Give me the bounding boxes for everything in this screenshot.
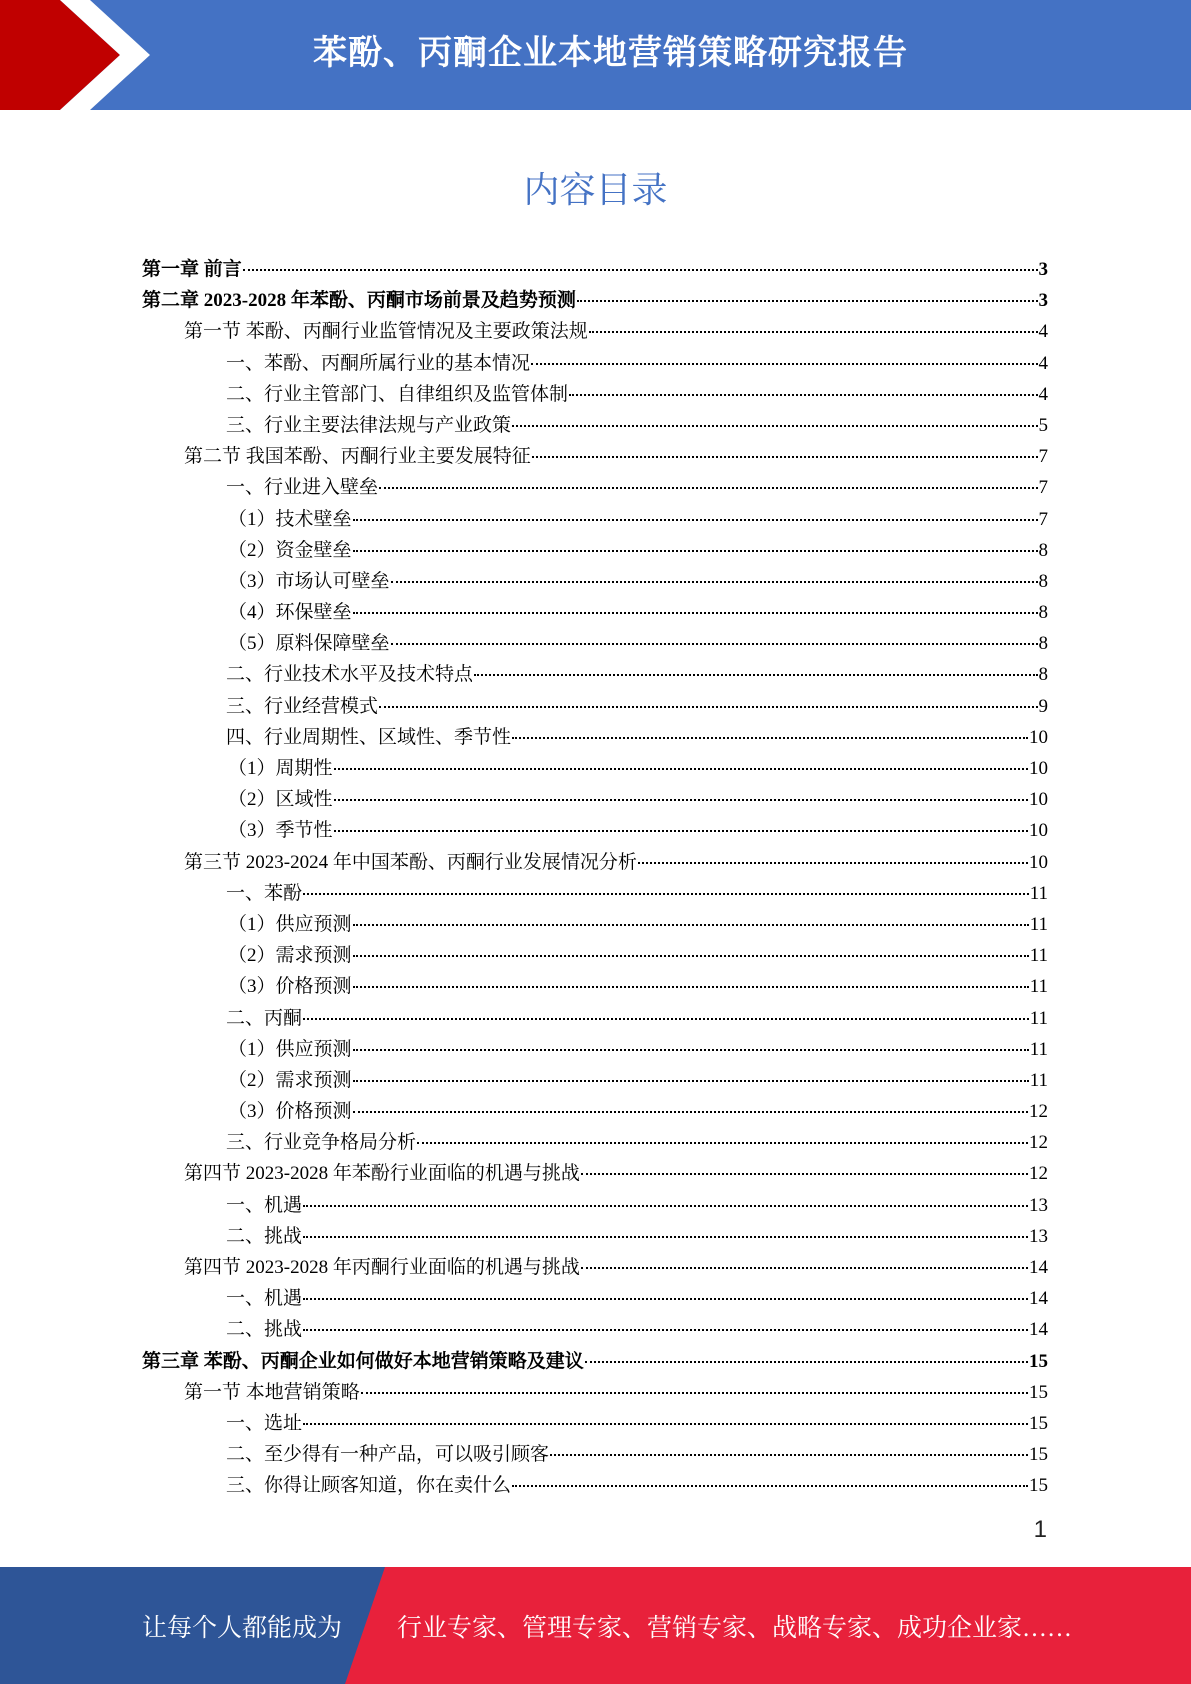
toc-dot-leader bbox=[585, 1361, 1028, 1363]
toc-entry-page: 10 bbox=[1029, 758, 1048, 779]
toc-entry-title: 三、你得让顾客知道，你在卖什么 bbox=[226, 1475, 512, 1497]
toc-dot-leader bbox=[550, 1454, 1028, 1456]
toc-dot-leader bbox=[531, 363, 1037, 365]
toc-dot-leader bbox=[379, 487, 1037, 489]
toc-entry-page: 4 bbox=[1038, 321, 1048, 343]
header-banner bbox=[0, 0, 1191, 110]
toc-dot-leader bbox=[512, 737, 1028, 739]
toc-entry-title: 第三章 苯酚、丙酮企业如何做好本地营销策略及建议 bbox=[142, 1350, 584, 1372]
toc-dot-leader bbox=[512, 425, 1037, 427]
toc-dot-leader bbox=[638, 862, 1028, 864]
toc-entry-page: 8 bbox=[1038, 570, 1048, 592]
toc-dot-leader bbox=[577, 300, 1038, 302]
toc-entry-title: （1）供应预测 bbox=[228, 1038, 352, 1060]
toc-entry[interactable] bbox=[142, 1127, 1048, 1158]
toc-entry-page: 15 bbox=[1029, 1412, 1048, 1434]
toc-entry-title: 第二章 2023-2028 年苯酚、丙酮市场前景及趋势预测 bbox=[142, 290, 576, 312]
toc-entry-title: （4）环保壁垒 bbox=[228, 602, 352, 624]
toc-entry[interactable] bbox=[142, 909, 1048, 940]
toc-entry-page: 12 bbox=[1029, 1101, 1048, 1123]
toc-dot-leader bbox=[361, 1392, 1028, 1394]
toc-entry-page: 14 bbox=[1029, 1319, 1048, 1341]
toc-entry-title: （2）需求预测 bbox=[228, 1069, 352, 1091]
toc-entry[interactable] bbox=[142, 628, 1048, 659]
toc-entry[interactable] bbox=[142, 1003, 1048, 1034]
toc-entry-page: 11 bbox=[1029, 913, 1048, 935]
toc-dot-leader bbox=[417, 1142, 1028, 1144]
toc-entry[interactable] bbox=[142, 659, 1048, 690]
toc-entry[interactable] bbox=[142, 1158, 1048, 1189]
toc-entry[interactable] bbox=[142, 847, 1048, 878]
toc-entry-page: 10 bbox=[1029, 789, 1048, 811]
toc-entry-title: 一、选址 bbox=[226, 1412, 303, 1434]
toc-entry[interactable] bbox=[142, 441, 1048, 472]
toc-entry[interactable] bbox=[142, 504, 1048, 535]
toc-entry-title: 一、机遇 bbox=[226, 1194, 303, 1216]
toc-entry-title: （2）资金壁垒 bbox=[228, 539, 352, 561]
toc-entry-title: 第四节 2023-2028 年苯酚行业面临的机遇与挑战 bbox=[184, 1163, 580, 1185]
footer-slogan-left: 让每个人都能成为 bbox=[142, 1615, 343, 1642]
toc-dot-leader bbox=[391, 643, 1038, 645]
toc-entry[interactable] bbox=[142, 784, 1048, 815]
toc-entry[interactable] bbox=[142, 1408, 1048, 1439]
toc-entry-page: 12 bbox=[1029, 1163, 1048, 1185]
toc-entry-page: 15 bbox=[1029, 1381, 1048, 1403]
toc-dot-leader bbox=[353, 1080, 1029, 1082]
toc-dot-leader bbox=[353, 612, 1038, 614]
report-title: 苯酚、丙酮企业本地营销策略研究报告 bbox=[313, 33, 908, 73]
toc-entry-page: 11 bbox=[1029, 1007, 1048, 1029]
toc-entry-title: （2）区域性 bbox=[228, 789, 333, 811]
toc-dot-leader bbox=[391, 581, 1038, 583]
toc-entry-title: 一、机遇 bbox=[226, 1288, 303, 1310]
toc-entry-title: 第二节 我国苯酚、丙酮行业主要发展特征 bbox=[184, 446, 531, 468]
toc-entry-page: 7 bbox=[1038, 446, 1048, 468]
toc-dot-leader bbox=[303, 1329, 1028, 1331]
toc-entry[interactable] bbox=[142, 691, 1048, 722]
toc-entry[interactable] bbox=[142, 1346, 1048, 1377]
toc-dot-leader bbox=[353, 519, 1038, 521]
toc-entry[interactable] bbox=[142, 1190, 1048, 1221]
toc-entry[interactable] bbox=[142, 254, 1048, 285]
toc-entry-title: （3）季节性 bbox=[228, 820, 333, 842]
toc-entry[interactable] bbox=[142, 1314, 1048, 1345]
toc-entry[interactable] bbox=[142, 1439, 1048, 1470]
toc-entry-page: 11 bbox=[1029, 1038, 1048, 1060]
toc-entry[interactable] bbox=[142, 940, 1048, 971]
toc-entry-page: 7 bbox=[1038, 477, 1048, 499]
toc-entry-title: （2）需求预测 bbox=[228, 945, 352, 967]
toc-entry[interactable] bbox=[142, 1377, 1048, 1408]
toc-entry-title: 第一节 本地营销策略 bbox=[184, 1381, 360, 1403]
toc-entry-title: （3）价格预测 bbox=[228, 1101, 352, 1123]
toc-dot-leader bbox=[353, 1049, 1029, 1051]
toc-entry-page: 5 bbox=[1038, 414, 1048, 436]
toc-entry[interactable] bbox=[142, 1252, 1048, 1283]
toc-dot-leader bbox=[474, 674, 1037, 676]
toc-entry[interactable] bbox=[142, 348, 1048, 379]
toc-entry-page: 15 bbox=[1029, 1475, 1048, 1497]
toc-entry-page: 13 bbox=[1029, 1194, 1048, 1216]
toc-entry-page: 8 bbox=[1038, 602, 1048, 624]
toc-dot-leader bbox=[243, 269, 1038, 271]
toc-dot-leader bbox=[353, 550, 1038, 552]
toc-entry[interactable] bbox=[142, 815, 1048, 846]
toc-entry[interactable] bbox=[142, 1283, 1048, 1314]
toc-entry-page: 13 bbox=[1029, 1225, 1048, 1247]
footer-slogan-right: 行业专家、管理专家、营销专家、战略专家、成功企业家…… bbox=[397, 1615, 1073, 1642]
toc-entry[interactable] bbox=[142, 971, 1048, 1002]
toc-entry[interactable] bbox=[142, 410, 1048, 441]
toc-entry-page: 14 bbox=[1029, 1288, 1048, 1310]
toc-entry[interactable] bbox=[142, 535, 1048, 566]
toc-entry-title: （1）技术壁垒 bbox=[228, 508, 352, 530]
footer-banner bbox=[0, 1567, 1191, 1684]
toc-entry-page: 11 bbox=[1029, 1069, 1048, 1091]
toc-entry[interactable] bbox=[142, 1065, 1048, 1096]
toc-entry-page: 8 bbox=[1038, 539, 1048, 561]
toc-entry-page: 4 bbox=[1038, 352, 1048, 374]
toc-entry[interactable] bbox=[142, 379, 1048, 410]
toc-entry-title: （3）价格预测 bbox=[228, 976, 352, 998]
toc-dot-leader bbox=[303, 893, 1029, 895]
toc-dot-leader bbox=[379, 706, 1037, 708]
toc-entry-title: （1）周期性 bbox=[228, 758, 333, 779]
toc-entry-page: 10 bbox=[1029, 726, 1048, 748]
toc-dot-leader bbox=[353, 1111, 1028, 1113]
toc-entry-page: 9 bbox=[1038, 695, 1048, 717]
toc-entry[interactable] bbox=[142, 1221, 1048, 1252]
toc-entry[interactable] bbox=[142, 753, 1048, 784]
toc-entry-title: 四、行业周期性、区域性、季节性 bbox=[226, 726, 512, 748]
toc-heading: 内容目录 bbox=[523, 170, 668, 211]
toc-dot-leader bbox=[512, 1485, 1028, 1487]
toc-entry-title: 二、行业主管部门、自律组织及监管体制 bbox=[226, 383, 569, 405]
toc-entry-title: 二、丙酮 bbox=[226, 1007, 303, 1029]
toc-entry[interactable] bbox=[142, 878, 1048, 909]
toc-entry-title: （1）供应预测 bbox=[228, 913, 352, 935]
toc-entry-page: 12 bbox=[1029, 1132, 1048, 1154]
toc-entry-title: （5）原料保障壁垒 bbox=[228, 633, 390, 655]
toc-entry-title: 二、行业技术水平及技术特点 bbox=[226, 664, 474, 686]
toc-entry-title: 第一章 前言 bbox=[142, 259, 242, 280]
toc-dot-leader bbox=[334, 799, 1028, 801]
toc-dot-leader bbox=[353, 986, 1029, 988]
toc-entry[interactable] bbox=[142, 722, 1048, 753]
toc-dot-leader bbox=[303, 1205, 1028, 1207]
toc-entry-title: 一、苯酚 bbox=[226, 882, 303, 904]
toc-entry-page: 10 bbox=[1029, 851, 1048, 873]
toc-entry[interactable] bbox=[142, 1034, 1048, 1065]
toc-entry[interactable] bbox=[142, 597, 1048, 628]
toc-entry-page: 11 bbox=[1029, 882, 1048, 904]
toc-entry-title: 二、挑战 bbox=[226, 1319, 303, 1341]
toc-entry-page: 7 bbox=[1038, 508, 1048, 530]
toc-entry-page: 3 bbox=[1038, 290, 1048, 312]
toc-entry-title: 第一节 苯酚、丙酮行业监管情况及主要政策法规 bbox=[184, 321, 588, 343]
toc-entry-title: 三、行业经营模式 bbox=[226, 695, 379, 717]
toc-entry-page: 10 bbox=[1029, 820, 1048, 842]
toc-entry[interactable] bbox=[142, 566, 1048, 597]
toc-dot-leader bbox=[569, 394, 1037, 396]
toc-entry-page: 8 bbox=[1038, 664, 1048, 686]
toc-entry-page: 15 bbox=[1029, 1444, 1048, 1466]
toc-dot-leader bbox=[589, 331, 1038, 333]
toc-entry[interactable] bbox=[142, 316, 1048, 347]
toc-entry-page: 15 bbox=[1029, 1350, 1048, 1372]
toc-dot-leader bbox=[303, 1423, 1028, 1425]
toc-entry-title: 第三节 2023-2024 年中国苯酚、丙酮行业发展情况分析 bbox=[184, 851, 637, 873]
toc-entry-page: 8 bbox=[1038, 633, 1048, 655]
toc-dot-leader bbox=[532, 456, 1038, 458]
toc-entry-page: 11 bbox=[1029, 945, 1048, 967]
toc-entry-page: 4 bbox=[1038, 383, 1048, 405]
toc-entry-title: 二、至少得有一种产品，可以吸引顾客 bbox=[226, 1444, 550, 1466]
toc-entry[interactable] bbox=[142, 285, 1048, 316]
toc-dot-leader bbox=[334, 830, 1028, 832]
toc-dot-leader bbox=[303, 1298, 1028, 1300]
toc-dot-leader bbox=[303, 1018, 1029, 1020]
toc-entry[interactable] bbox=[142, 1096, 1048, 1127]
toc-entry-title: 一、苯酚、丙酮所属行业的基本情况 bbox=[226, 352, 531, 374]
toc-entry[interactable] bbox=[142, 472, 1048, 503]
toc-entry-title: 三、行业主要法律法规与产业政策 bbox=[226, 414, 512, 436]
toc-entry-page: 14 bbox=[1029, 1257, 1048, 1278]
table-of-contents bbox=[142, 254, 1048, 1502]
toc-dot-leader bbox=[303, 1236, 1028, 1238]
toc-entry-title: （3）市场认可壁垒 bbox=[228, 570, 390, 592]
toc-dot-leader bbox=[353, 955, 1029, 957]
toc-entry-title: 一、行业进入壁垒 bbox=[226, 477, 379, 499]
toc-entry-title: 三、行业竞争格局分析 bbox=[226, 1132, 417, 1154]
toc-entry-page: 3 bbox=[1038, 259, 1048, 280]
toc-entry-title: 第四节 2023-2028 年丙酮行业面临的机遇与挑战 bbox=[184, 1257, 580, 1278]
page-number: 1 bbox=[1033, 1516, 1047, 1543]
toc-dot-leader bbox=[581, 1267, 1028, 1269]
toc-dot-leader bbox=[353, 924, 1029, 926]
toc-dot-leader bbox=[334, 768, 1028, 770]
toc-entry-page: 11 bbox=[1029, 976, 1048, 998]
toc-entry-title: 二、挑战 bbox=[226, 1225, 303, 1247]
toc-dot-leader bbox=[581, 1173, 1028, 1175]
toc-entry[interactable] bbox=[142, 1470, 1048, 1501]
